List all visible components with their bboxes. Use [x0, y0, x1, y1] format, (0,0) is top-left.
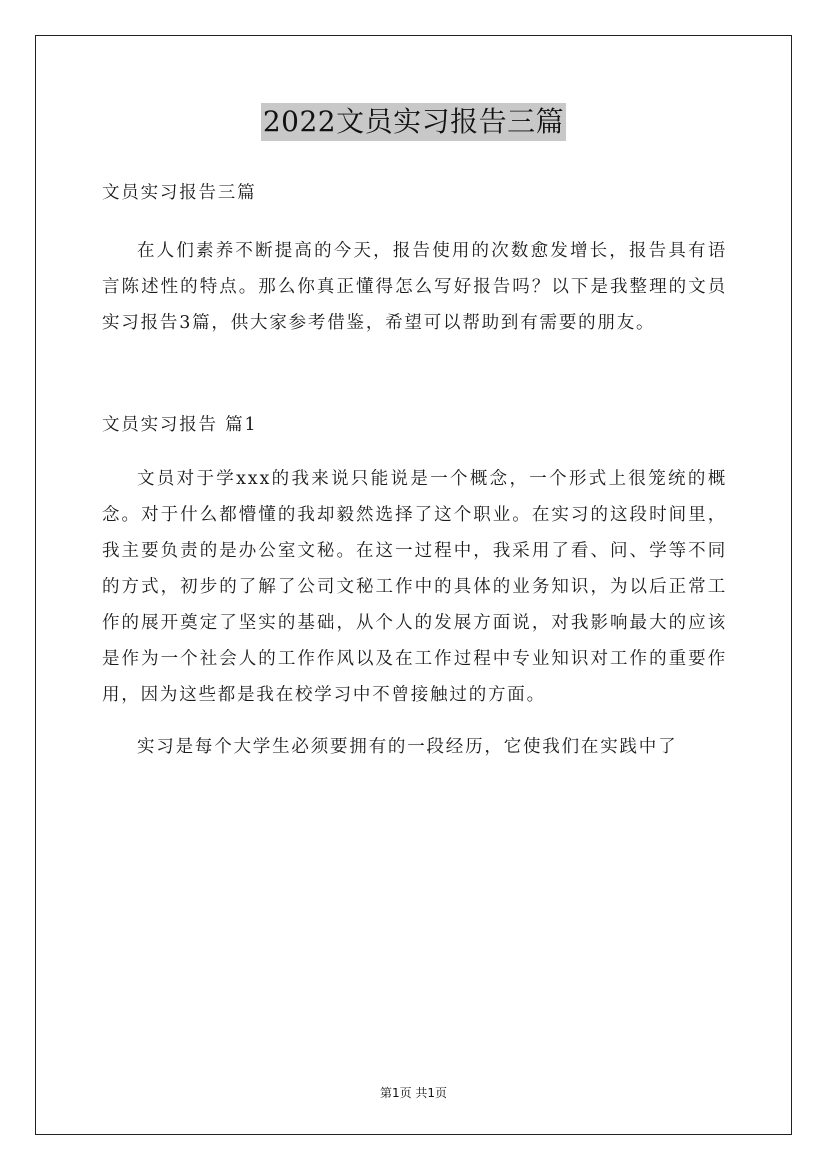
document-body — [102, 175, 727, 765]
document-title: 2022文员实习报告三篇 — [261, 103, 566, 141]
title-container — [0, 103, 827, 141]
page-footer: 第1页 共1页 — [379, 1086, 448, 1100]
body-paragraph-2: 实习是每个大学生必须要拥有的一段经历，它使我们在实践中了 — [137, 737, 678, 757]
intro-paragraph: 在人们素养不断提高的今天，报告使用的次数愈发增长，报告具有语言陈述性的特点。那么你真正懂得怎么写好报告吗？以下是我整理的文员实习报告3篇，供大家参考借鉴，希望可以帮助到有需要的朋友。 — [102, 241, 727, 333]
subtitle: 文员实习报告三篇 — [102, 183, 257, 203]
body-paragraph-1: 文员对于学xxx的我来说只能说是一个概念，一个形式上很笼统的概念。对于什么都懵懂的我却毅然选择了这个职业。在实习的这段时间里，我主要负责的是办公室文秘。在这一过程中，我采用了看、问、学等不同的方式，初步的了解了公司文秘工作中的具体的业务知识，为以后正常工作的展开奠定了坚实的基础，从个人的发展方面说，对我影响最大的应该是作为一个社会人的工作作风以及在工作过程中专业知识对工作的重要作用，因为这些都是我在校学习中不曾接触过的方面。 — [102, 469, 727, 705]
section-heading: 文员实习报告 篇1 — [102, 415, 258, 435]
